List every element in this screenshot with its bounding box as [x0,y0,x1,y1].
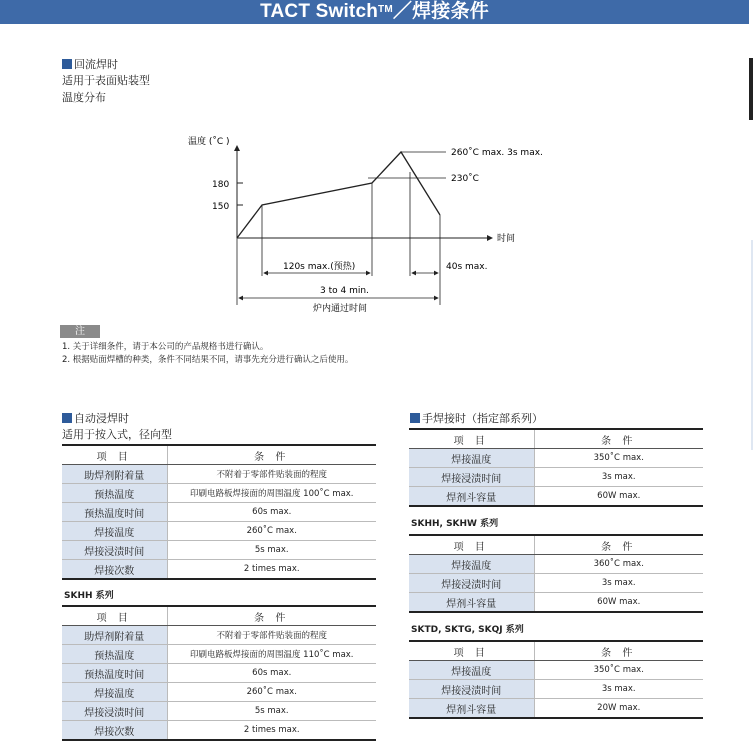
table-row: 预热温度时间 60s max. [62,503,376,522]
dip-conditions-table [62,444,376,580]
header-title-main: TACT Switch [260,1,379,22]
dip-applies-to: 适用于按入式，径向型 [62,428,172,441]
total-time-caption: 炉内通过时间 [313,304,368,314]
preheat-time-label: 120s max.(预热) [283,262,356,272]
total-time-label: 3 to 4 min. [320,286,369,296]
column-header-condition: 条 件 [534,535,703,555]
table-row: 焊接次数 2 times max. [62,560,376,580]
table-row: 焊接温度 360˚C max. [409,555,703,574]
table-row: 焊接次数 2 times max. [62,721,376,741]
reflow-temp-profile-label: 温度分布 [62,91,106,104]
table-row: 焊剂斗容量 60W max. [409,593,703,613]
reflow-section-title: 回流焊时 [62,58,118,72]
table-row: 助焊剂附着量 不附着于零部件贴装面的程度 [62,465,376,484]
table-header-row [62,606,376,626]
table-row: 焊接浸渍时间 5s max. [62,541,376,560]
table-row: 焊接温度 260˚C max. [62,683,376,702]
column-header-item: 项 目 [62,445,167,465]
skhh-manual-series-title: SKHH, SKHW 系列 [411,519,499,529]
table-row: 焊剂斗容量 60W max. [409,487,703,507]
sktd-manual-conditions-table [409,640,703,719]
cool-time-label: 40s max. [446,262,488,272]
x-axis-label: 时间 [497,234,516,244]
reflow-temperature-profile [0,0,753,330]
table-header-row [409,535,703,555]
table-row: 预热温度 印刷电路板焊接面的周围温度 100˚C max. [62,484,376,503]
trademark-mark: TM [378,4,393,15]
note-line-2: 2. 根据贴面焊槽的种类，条件不同结果不同，请事先充分进行确认之后使用。 [62,355,354,365]
table-header-row [409,429,703,449]
manual-conditions-table [409,428,703,507]
dip-section-title: 自动浸焊时 [62,412,129,426]
column-header-item: 项 目 [62,606,167,626]
sktd-manual-series-title: SKTD, SKTG, SKQJ 系列 [411,625,524,635]
column-header-condition: 条 件 [167,606,376,626]
table-row: 焊剂斗容量 20W max. [409,699,703,719]
table-row: 焊接温度 260˚C max. [62,522,376,541]
square-bullet-icon [410,413,420,423]
peak-label: 260˚C max. 3s max. [451,148,543,158]
column-header-condition: 条 件 [167,445,376,465]
reflow-applies-to: 适用于表面贴装型 [62,74,150,87]
note-badge: 注 [60,325,100,338]
table-row: 焊接浸渍时间 5s max. [62,702,376,721]
note-line-1: 1. 关于详细条件，请于本公司的产品规格书进行确认。 [62,342,269,352]
manual-section-title: 手焊接时（指定部系列） [410,412,543,426]
table-row: 焊接温度 350˚C max. [409,661,703,680]
table-row: 焊接浸渍时间 3s max. [409,468,703,487]
table-row: 预热温度 印刷电路板焊接面的周围温度 110˚C max. [62,645,376,664]
table-row: 预热温度时间 60s max. [62,664,376,683]
table-row: 焊接浸渍时间 3s max. [409,680,703,699]
column-header-condition: 条 件 [534,429,703,449]
skhh-dip-series-title: SKHH 系列 [64,591,114,601]
column-header-item: 项 目 [409,429,534,449]
y-tick-label-180: 180 [212,180,230,190]
header-title-rest: ／焊接条件 [392,1,489,22]
t230-label: 230˚C [451,174,479,184]
y-axis-label: 温度 (˚C ) [188,137,230,147]
square-bullet-icon [62,413,72,423]
column-header-item: 项 目 [409,535,534,555]
skhh-manual-conditions-table [409,534,703,613]
column-header-item: 项 目 [409,641,534,661]
table-header-row [62,445,376,465]
temperature-curve [237,152,440,238]
table-row: 焊接温度 350˚C max. [409,449,703,468]
column-header-condition: 条 件 [534,641,703,661]
table-header-row [409,641,703,661]
table-row: 助焊剂附着量 不附着于零部件贴装面的程度 [62,626,376,645]
table-row: 焊接浸渍时间 3s max. [409,574,703,593]
y-tick-label-150: 150 [212,202,230,212]
skhh-dip-conditions-table [62,605,376,741]
